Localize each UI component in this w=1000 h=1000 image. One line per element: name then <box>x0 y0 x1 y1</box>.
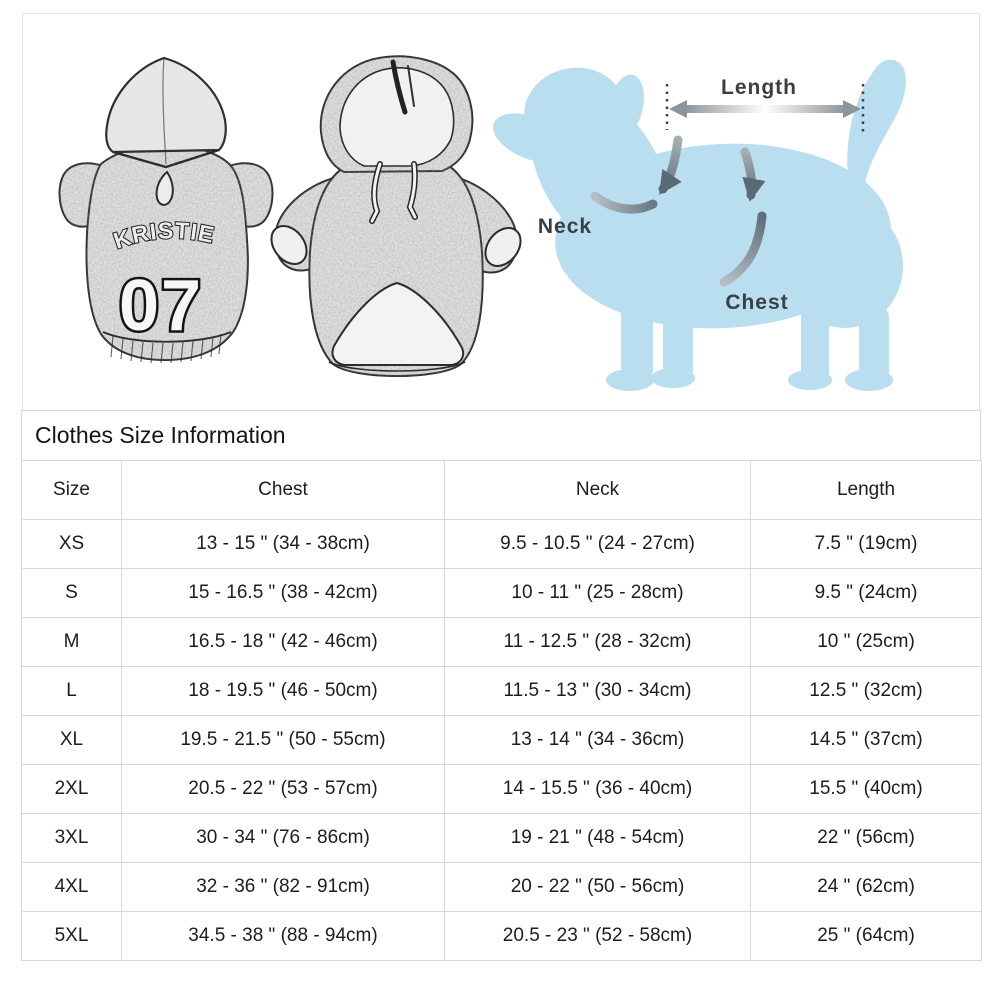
table-row <box>22 569 982 618</box>
length-arrowhead-left <box>669 100 687 118</box>
cell-chest: 30 - 34 " (76 - 86cm) <box>122 814 445 863</box>
table-row <box>22 618 982 667</box>
cell-neck: 14 - 15.5 " (36 - 40cm) <box>445 765 751 814</box>
size-information-section <box>21 410 981 961</box>
cell-chest: 20.5 - 22 " (53 - 57cm) <box>122 765 445 814</box>
length-label: Length <box>721 76 797 99</box>
back-hood <box>106 58 226 152</box>
cell-length: 7.5 " (19cm) <box>751 520 982 569</box>
column-header-size: Size <box>22 461 122 520</box>
hoodie-number-text: 07 <box>118 266 204 346</box>
chest-label: Chest <box>725 291 789 314</box>
cell-chest: 32 - 36 " (82 - 91cm) <box>122 863 445 912</box>
length-arrow-shaft <box>685 105 845 113</box>
cell-size: L <box>22 667 122 716</box>
cell-chest: 18 - 19.5 " (46 - 50cm) <box>122 667 445 716</box>
cell-size: 2XL <box>22 765 122 814</box>
cell-size: XS <box>22 520 122 569</box>
cell-neck: 20 - 22 " (50 - 56cm) <box>445 863 751 912</box>
cell-chest: 34.5 - 38 " (88 - 94cm) <box>122 912 445 961</box>
table-row <box>22 667 982 716</box>
section-title-row <box>21 410 981 460</box>
cell-neck: 11.5 - 13 " (30 - 34cm) <box>445 667 751 716</box>
table-row <box>22 765 982 814</box>
cell-neck: 10 - 11 " (25 - 28cm) <box>445 569 751 618</box>
cell-neck: 11 - 12.5 " (28 - 32cm) <box>445 618 751 667</box>
column-header-chest: Chest <box>122 461 445 520</box>
cell-size: S <box>22 569 122 618</box>
cell-length: 24 " (62cm) <box>751 863 982 912</box>
cell-length: 9.5 " (24cm) <box>751 569 982 618</box>
cell-length: 22 " (56cm) <box>751 814 982 863</box>
cell-size: XL <box>22 716 122 765</box>
table-header-row <box>22 461 982 520</box>
cell-neck: 19 - 21 " (48 - 54cm) <box>445 814 751 863</box>
illustration-panel <box>22 13 980 411</box>
table-row <box>22 863 982 912</box>
cell-size: 4XL <box>22 863 122 912</box>
cell-chest: 19.5 - 21.5 " (50 - 55cm) <box>122 716 445 765</box>
cell-size: 3XL <box>22 814 122 863</box>
size-table <box>21 460 982 961</box>
cell-length: 10 " (25cm) <box>751 618 982 667</box>
cell-chest: 16.5 - 18 " (42 - 46cm) <box>122 618 445 667</box>
cell-neck: 13 - 14 " (34 - 36cm) <box>445 716 751 765</box>
length-measure <box>667 76 863 132</box>
neck-label: Neck <box>537 215 593 238</box>
cell-size: M <box>22 618 122 667</box>
cell-size: 5XL <box>22 912 122 961</box>
column-header-neck: Neck <box>445 461 751 520</box>
cell-chest: 15 - 16.5 " (38 - 42cm) <box>122 569 445 618</box>
cell-length: 15.5 " (40cm) <box>751 765 982 814</box>
table-row <box>22 912 982 961</box>
column-header-length: Length <box>751 461 982 520</box>
cell-length: 25 " (64cm) <box>751 912 982 961</box>
hoodie-name-text: KRISTIE <box>110 217 218 254</box>
table-row <box>22 520 982 569</box>
cell-length: 12.5 " (32cm) <box>751 667 982 716</box>
cell-neck: 9.5 - 10.5 " (24 - 27cm) <box>445 520 751 569</box>
cell-length: 14.5 " (37cm) <box>751 716 982 765</box>
cell-neck: 20.5 - 23 " (52 - 58cm) <box>445 912 751 961</box>
dog-measurement-diagram <box>486 59 906 391</box>
section-title: Clothes Size Information <box>35 422 286 448</box>
table-row <box>22 716 982 765</box>
table-row <box>22 814 982 863</box>
cell-chest: 13 - 15 " (34 - 38cm) <box>122 520 445 569</box>
